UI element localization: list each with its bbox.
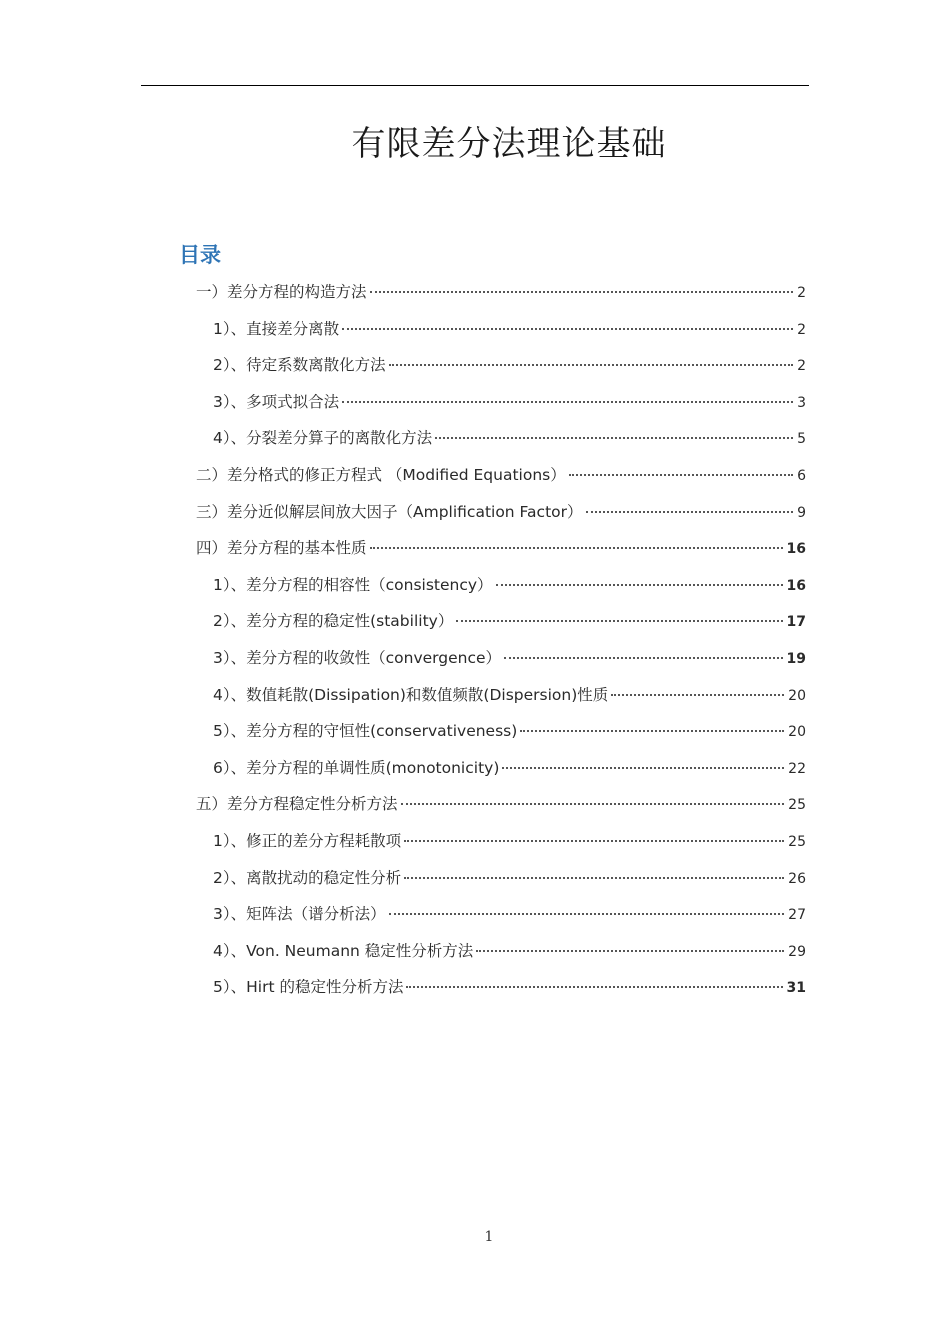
toc-entry-text: 5）、差分方程的守恒性(conservativeness) <box>213 722 518 741</box>
toc-dot-leader <box>370 291 794 293</box>
toc-dot-leader <box>389 364 793 366</box>
toc-entry[interactable] <box>196 789 806 819</box>
toc-dot-leader <box>456 620 782 622</box>
toc-dot-leader <box>404 877 784 879</box>
toc-entry[interactable] <box>213 643 806 673</box>
toc-entry-text: 4）、分裂差分算子的离散化方法 <box>213 429 433 448</box>
toc-entry-text: 4）、数值耗散(Dissipation)和数值频散(Dispersion)性质 <box>213 685 609 704</box>
toc-entry[interactable] <box>213 350 806 380</box>
toc-entry-text: 1）、差分方程的相容性（consistency） <box>213 575 493 594</box>
toc-entry-text: 6）、差分方程的单调性质(monotonicity) <box>213 758 500 777</box>
toc-dot-leader <box>496 584 783 586</box>
toc-entry-text: 3）、差分方程的收敛性（convergence） <box>213 649 502 667</box>
document-title: 有限差分法理论基础 <box>351 124 667 164</box>
toc-entry[interactable] <box>213 899 806 929</box>
toc-entry-page-number: 27 <box>788 907 806 924</box>
toc-entry-page-number: 16 <box>786 577 806 594</box>
toc-entry-text: 五）差分方程稳定性分析方法 <box>196 795 398 814</box>
toc-entry-page-number: 19 <box>786 651 806 667</box>
toc-dot-leader <box>504 657 783 659</box>
toc-entry-text: 一）差分方程的构造方法 <box>196 283 367 301</box>
toc-entry-text: 3）、矩阵法（谱分析法） <box>213 905 386 924</box>
toc-entry-page-number: 26 <box>788 870 806 887</box>
toc-entry-page-number: 6 <box>797 468 806 484</box>
toc-entry-text: 2）、离散扰动的稳定性分析 <box>213 868 402 887</box>
toc-entry[interactable] <box>196 460 806 490</box>
toc-entry-text: 四）差分方程的基本性质 <box>196 539 367 558</box>
toc-entry-page-number: 17 <box>786 614 806 631</box>
toc-dot-leader <box>569 474 793 476</box>
toc-entry-text: 2）、待定系数离散化方法 <box>213 356 386 375</box>
toc-dot-leader <box>476 950 784 952</box>
toc-entry-page-number: 2 <box>797 321 806 338</box>
toc-entry-page-number: 20 <box>788 724 806 741</box>
toc-entry-page-number: 25 <box>788 797 806 814</box>
toc-dot-leader <box>370 547 783 549</box>
toc-entry-page-number: 29 <box>788 943 806 960</box>
toc-entry[interactable] <box>196 497 806 527</box>
toc-dot-leader <box>502 767 784 769</box>
toc-entry-page-number: 3 <box>797 394 806 411</box>
toc-dot-leader <box>389 913 785 915</box>
toc-dot-leader <box>401 803 785 805</box>
toc-entry[interactable] <box>213 863 806 893</box>
toc-entry[interactable] <box>213 680 806 710</box>
toc-entry-text: 5）、Hirt 的稳定性分析方法 <box>213 978 404 997</box>
toc-dot-leader <box>404 840 784 842</box>
toc-entry[interactable] <box>213 314 806 344</box>
toc-entry-page-number: 20 <box>788 687 806 704</box>
toc-entry[interactable] <box>213 606 806 636</box>
toc-entry-page-number: 5 <box>797 431 806 448</box>
toc-entry-page-number: 9 <box>797 504 806 521</box>
toc-dot-leader <box>586 511 794 513</box>
toc-entry[interactable] <box>213 826 806 856</box>
toc-entry-text: 二）差分格式的修正方程式 （Modified Equations） <box>196 466 566 484</box>
toc-entry-page-number: 25 <box>788 834 806 850</box>
toc-entry[interactable] <box>213 423 806 453</box>
toc-entry-text: 2）、差分方程的稳定性(stability） <box>213 612 454 631</box>
toc-entry-text: 4）、Von. Neumann 稳定性分析方法 <box>213 941 474 960</box>
toc-entry-text: 三）差分近似解层间放大因子（Amplification Factor） <box>196 502 583 521</box>
toc-entry[interactable] <box>213 716 806 746</box>
toc-dot-leader <box>435 437 793 439</box>
toc-dot-leader <box>520 730 784 732</box>
toc-entry-text: 1）、直接差分离散 <box>213 319 340 338</box>
toc-dot-leader <box>611 694 784 696</box>
toc-entry[interactable] <box>213 972 806 1002</box>
toc-entry[interactable] <box>213 936 806 966</box>
toc-dot-leader <box>342 401 793 403</box>
toc-entry[interactable] <box>213 753 806 783</box>
toc-entry-page-number: 31 <box>786 980 806 997</box>
toc-heading: 目录 <box>179 243 221 267</box>
toc-entry-page-number: 2 <box>797 285 806 301</box>
toc-entry-page-number: 16 <box>786 541 806 558</box>
toc-entry[interactable] <box>196 277 806 307</box>
toc-dot-leader <box>342 328 793 330</box>
toc-entry-text: 3）、多项式拟合法 <box>213 392 340 411</box>
header-rule <box>141 85 809 86</box>
toc-entry[interactable] <box>213 387 806 417</box>
toc-entry-page-number: 2 <box>797 358 806 375</box>
toc-entry[interactable] <box>196 533 806 563</box>
page-number: 1 <box>484 1229 494 1245</box>
toc-entry-text: 1）、修正的差分方程耗散项 <box>213 832 402 850</box>
toc-entry[interactable] <box>213 570 806 600</box>
toc-entry-page-number: 22 <box>788 760 806 777</box>
toc-dot-leader <box>406 986 782 988</box>
